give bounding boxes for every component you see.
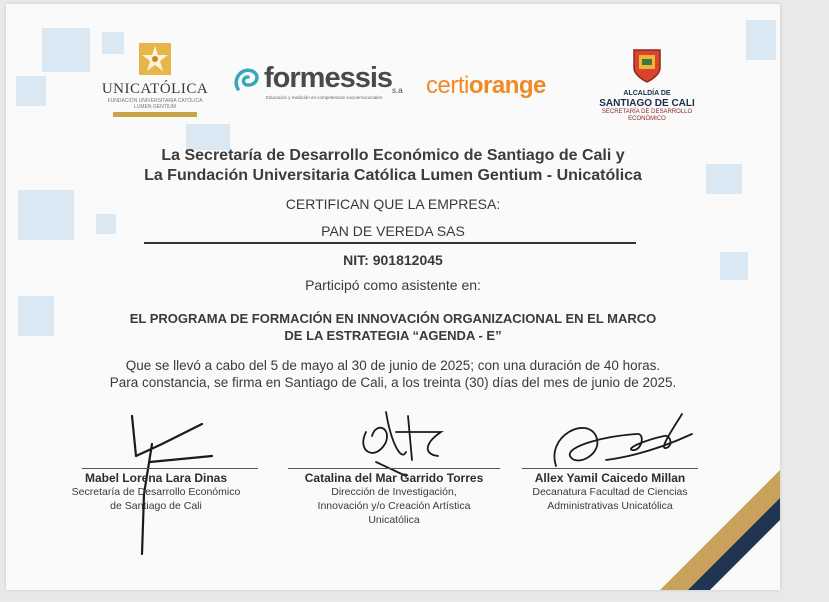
alcaldia-line1: ALCALDÍA DE <box>623 90 671 97</box>
certiorange-logo <box>426 72 546 100</box>
header-line2: La Fundación Universitaria Católica Lumen Gentium - Unicatólica <box>144 167 642 184</box>
signatory-2 <box>276 471 512 527</box>
unicatolica-logo <box>100 42 210 117</box>
background-decoration <box>42 28 90 72</box>
alcaldia-logo <box>588 48 706 123</box>
corner-ornament-white <box>710 520 780 590</box>
formessis-logo <box>232 62 403 100</box>
certify-text: CERTIFICAN QUE LA EMPRESA: <box>285 196 501 212</box>
alcaldia-line2: SANTIAGO DE CALI <box>599 98 695 109</box>
signature-line-3 <box>522 468 698 469</box>
signature-line-1 <box>82 468 258 469</box>
signatory-2-role-line3: Unicatólica <box>368 514 420 526</box>
unicatolica-subtitle: FUNDACIÓN UNIVERSITARIA CATÓLICA LUMEN GENTIUM <box>107 98 203 110</box>
certificate-sheet <box>6 4 780 590</box>
signature-line-2 <box>288 468 500 469</box>
formessis-swirl-icon <box>232 65 264 95</box>
formessis-tagline: Educación y medición en competencias socioemocionales <box>266 95 383 100</box>
formessis-name: formessis <box>264 62 393 94</box>
signatory-3-role-line2: Administrativas Unicatólica <box>547 500 673 512</box>
dates-paragraph <box>6 357 780 391</box>
unicatolica-band <box>113 112 197 117</box>
signatory-1-role-line2: de Santiago de Cali <box>110 500 202 512</box>
signatory-3-name: Allex Yamil Caicedo Millan <box>534 471 686 485</box>
signatory-3 <box>508 471 712 513</box>
program-line1: EL PROGRAMA DE FORMACIÓN EN INNOVACIÓN ORGANIZACIONAL EN EL MARCO <box>129 311 657 326</box>
participated-text: Participó como asistente en: <box>305 277 481 293</box>
signatory-1-role-line1: Secretaría de Desarrollo Económico <box>71 486 241 498</box>
alcaldia-line4: ECONÓMICO <box>628 116 666 122</box>
certiorange-highlight: orange <box>468 72 546 99</box>
star-icon <box>138 42 172 76</box>
certificate-header <box>6 146 780 186</box>
signatory-2-role-line2: Innovación y/o Creación Artística <box>317 500 471 512</box>
signature-2 <box>346 402 466 482</box>
signatory-3-role-line1: Decanatura Facultad de Ciencias <box>532 486 688 498</box>
header-line1: La Secretaría de Desarrollo Económico de Santiago de Cali y <box>161 147 625 164</box>
signatory-2-name: Catalina del Mar Garrido Torres <box>304 471 484 485</box>
nit-number: NIT: 901812045 <box>343 252 443 268</box>
background-decoration <box>16 76 46 106</box>
unicatolica-name: UNICATÓLICA <box>101 81 209 97</box>
company-underline <box>144 242 636 244</box>
program-title <box>6 310 780 344</box>
dates-line1: Que se llevó a cabo del 5 de mayo al 30 de junio de 2025; con una duración de 40 horas. <box>125 358 661 373</box>
background-decoration <box>746 20 776 60</box>
alcaldia-line3: SECRETARÍA DE DESARROLLO <box>601 109 693 115</box>
program-line2: DE LA ESTRATEGIA “AGENDA - E” <box>284 328 502 343</box>
coat-of-arms-icon <box>632 48 662 84</box>
company-name: PAN DE VEREDA SAS <box>321 223 465 239</box>
signatory-2-role-line1: Dirección de Investigación, <box>331 486 457 498</box>
certiorange-prefix: certi <box>426 72 469 99</box>
signatory-1-name: Mabel Lorena Lara Dinas <box>84 471 228 485</box>
dates-line2: Para constancia, se firma en Santiago de Cali, a los treinta (30) días del mes de junio de 2025. <box>109 375 677 390</box>
formessis-suffix: s.a <box>392 86 403 95</box>
signatory-1 <box>50 471 262 513</box>
